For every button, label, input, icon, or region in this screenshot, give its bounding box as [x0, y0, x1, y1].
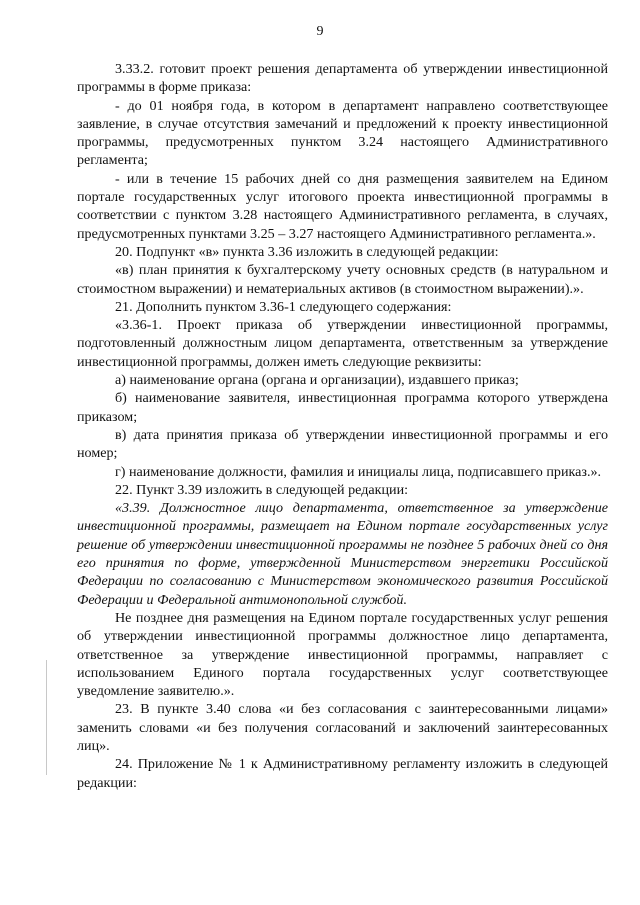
paragraph-item-23: 23. В пункте 3.40 слова «и без согласования с заинтересованными лицами» заменить словами «и без получения согласований и заключений заинтересованных лиц».	[77, 701, 608, 754]
paragraph-deadline-15-days: - или в течение 15 рабочих дней со дня размещения заявителем на Едином портале государственных услуг итогового проекта инвестиционной программы в соответствии с пунктом 3.28 настоящего Административного регламента, в случаях, предусмотренных пунктами 3.25 – 3.27 настоящего Административного регламента.».	[77, 170, 608, 242]
paragraph-item-21: 21. Дополнить пунктом 3.36-1 следующего содержания:	[115, 298, 452, 315]
paragraph-requisite-a: а) наименование органа (органа и организации), издавшего приказ;	[115, 372, 519, 389]
paragraph-subitem-v: «в) план принятия к бухгалтерскому учету основных средств (в натуральном и стоимостном выражении) и нематериальных активов (в стоимостном выражении).».	[77, 262, 608, 297]
paragraph-item-20: 20. Подпункт «в» пункта 3.36 изложить в следующей редакции:	[115, 243, 499, 260]
page-number: 9	[316, 24, 324, 39]
paragraph-item-24: 24. Приложение № 1 к Административному регламенту изложить в следующей редакции:	[77, 756, 608, 791]
paragraph-notification: Не позднее дня размещения на Едином портале государственных услуг решения об утверждении инвестиционной программы должностное лицо департамента, ответственное за утверждение инвестиционной программы, направляет с использованием Единого портала государственных услуг соответствующее уведомление заявителю.».	[77, 609, 608, 700]
paragraph-item-22: 22. Пункт 3.39 изложить в следующей редакции:	[115, 481, 409, 498]
paragraph-requisite-v: в) дата принятия приказа об утверждении инвестиционной программы и его номер;	[77, 426, 608, 462]
paragraph-deadline-november: - до 01 ноября года, в котором в департамент направлено соответствующее заявление, в случае отсутствия замечаний и предложений к проекту инвестиционной программы, предусмотренных пунктом 3.24 настоящего Административного регламента;	[77, 97, 608, 169]
paragraph-3-33-2: 3.33.2. готовит проект решения департамента об утверждении инвестиционной программы в форме приказа:	[77, 61, 608, 96]
document-body	[77, 60, 608, 792]
paragraph-requisite-b: б) наименование заявителя, инвестиционная программа которого утверждена приказом;	[77, 390, 608, 425]
margin-line	[46, 660, 47, 775]
paragraph-3-39: «3.39. Должностное лицо департамента, ответственное за утверждение инвестиционной программы, размещает на Едином портале государственных услуг решение об утверждении инвестиционной программы не позднее 5 рабочих дней со дня его принятия по форме, утвержденной Министерством энергетики Российской Федерации по согласованию с Министерством экономического развития Российской Федерации и Федеральной антимонопольной службой.	[77, 500, 608, 608]
paragraph-3-36-1: «3.36-1. Проект приказа об утверждении инвестиционной программы, подготовленный должностным лицом департамента, ответственным за утверждение инвестиционной программы, должен иметь следующие реквизиты:	[77, 317, 608, 370]
paragraph-requisite-g: г) наименование должности, фамилия и инициалы лица, подписавшего приказ.».	[115, 463, 602, 480]
